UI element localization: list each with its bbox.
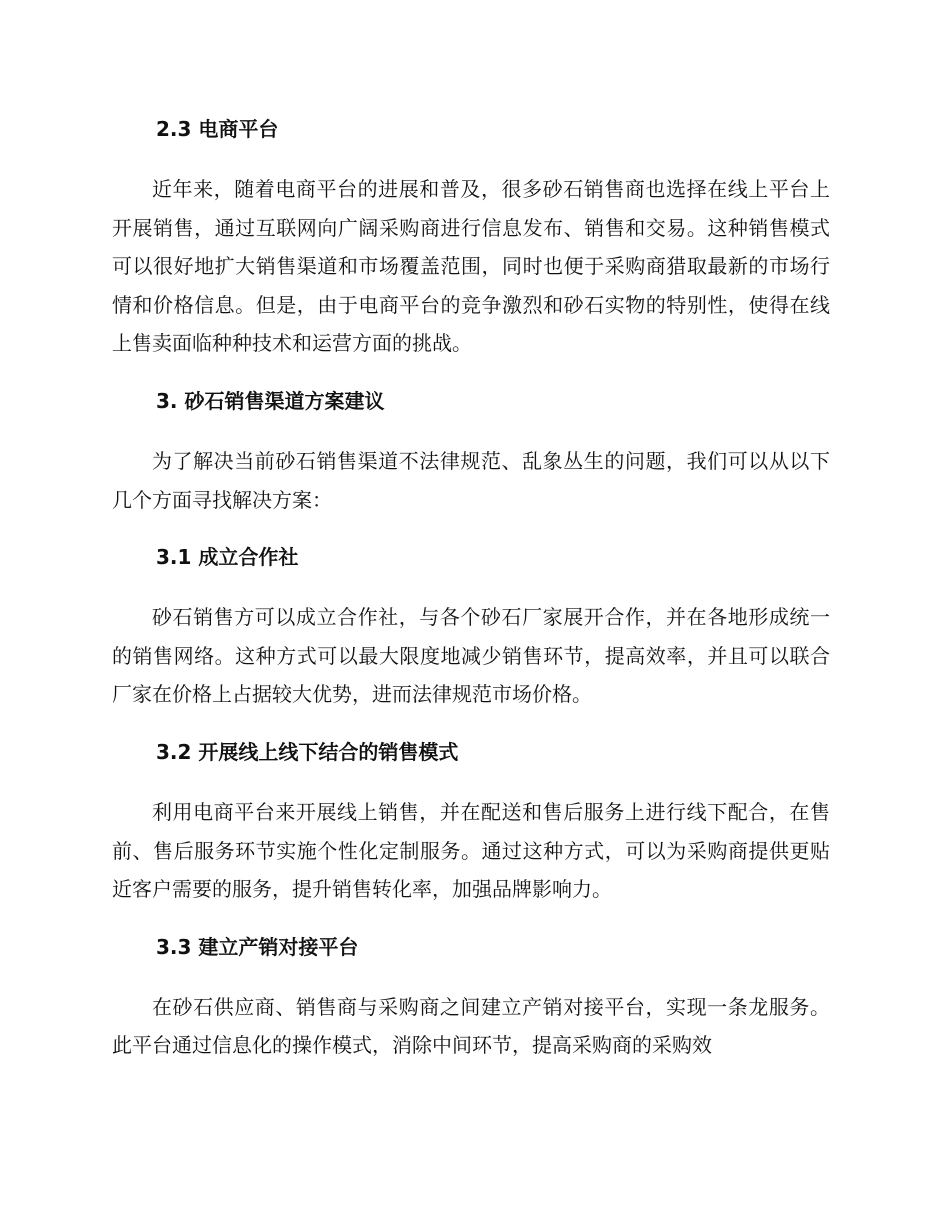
section-heading-3-2: 3.2 开展线上线下结合的销售模式 — [156, 739, 459, 764]
section-heading-3: 3. 砂石销售渠道方案建议 — [156, 388, 385, 413]
section-paragraph: 利用电商平台来开展线上销售，并在配送和售后服务上进行线下配合，在售前、售后服务环节实施个性化定制服务。通过这种方式，可以为采购商提供更贴近客户需要的服务，提升销售转化率，加强品牌影响力。 — [112, 799, 830, 902]
section-paragraph: 为了解决当前砂石销售渠道不法律规范、乱象丛生的问题，我们可以从以下几个方面寻找解决方案： — [112, 448, 830, 512]
section-paragraph: 砂石销售方可以成立合作社，与各个砂石厂家展开合作，并在各地形成统一的销售网络。这种方式可以最大限度地减少销售环节，提高效率，并且可以联合厂家在价格上占据较大优势，进而法律规范市场价格。 — [112, 605, 830, 707]
section-paragraph: 在砂石供应商、销售商与采购商之间建立产销对接平台，实现一条龙服务。此平台通过信息化的操作模式，消除中间环节，提高采购商的采购效 — [112, 994, 830, 1058]
document-body — [112, 110, 830, 1065]
section-heading-3-1: 3.1 成立合作社 — [156, 545, 299, 570]
section-paragraph: 近年来，随着电商平台的进展和普及，很多砂石销售商也选择在线上平台上开展销售，通过互联网向广阔采购商进行信息发布、销售和交易。这种销售模式可以很好地扩大销售渠道和市场覆盖范围，同时也便于采购商猎取最新的市场行情和价格信息。但是，由于电商平台的竞争激烈和砂石实物的特别性，使得在线上售卖面临种种技术和运营方面的挑战。 — [112, 177, 830, 356]
section-heading-2-3: 2.3 电商平台 — [156, 117, 279, 141]
section-heading-3-3: 3.3 建立产销对接平台 — [156, 934, 359, 959]
